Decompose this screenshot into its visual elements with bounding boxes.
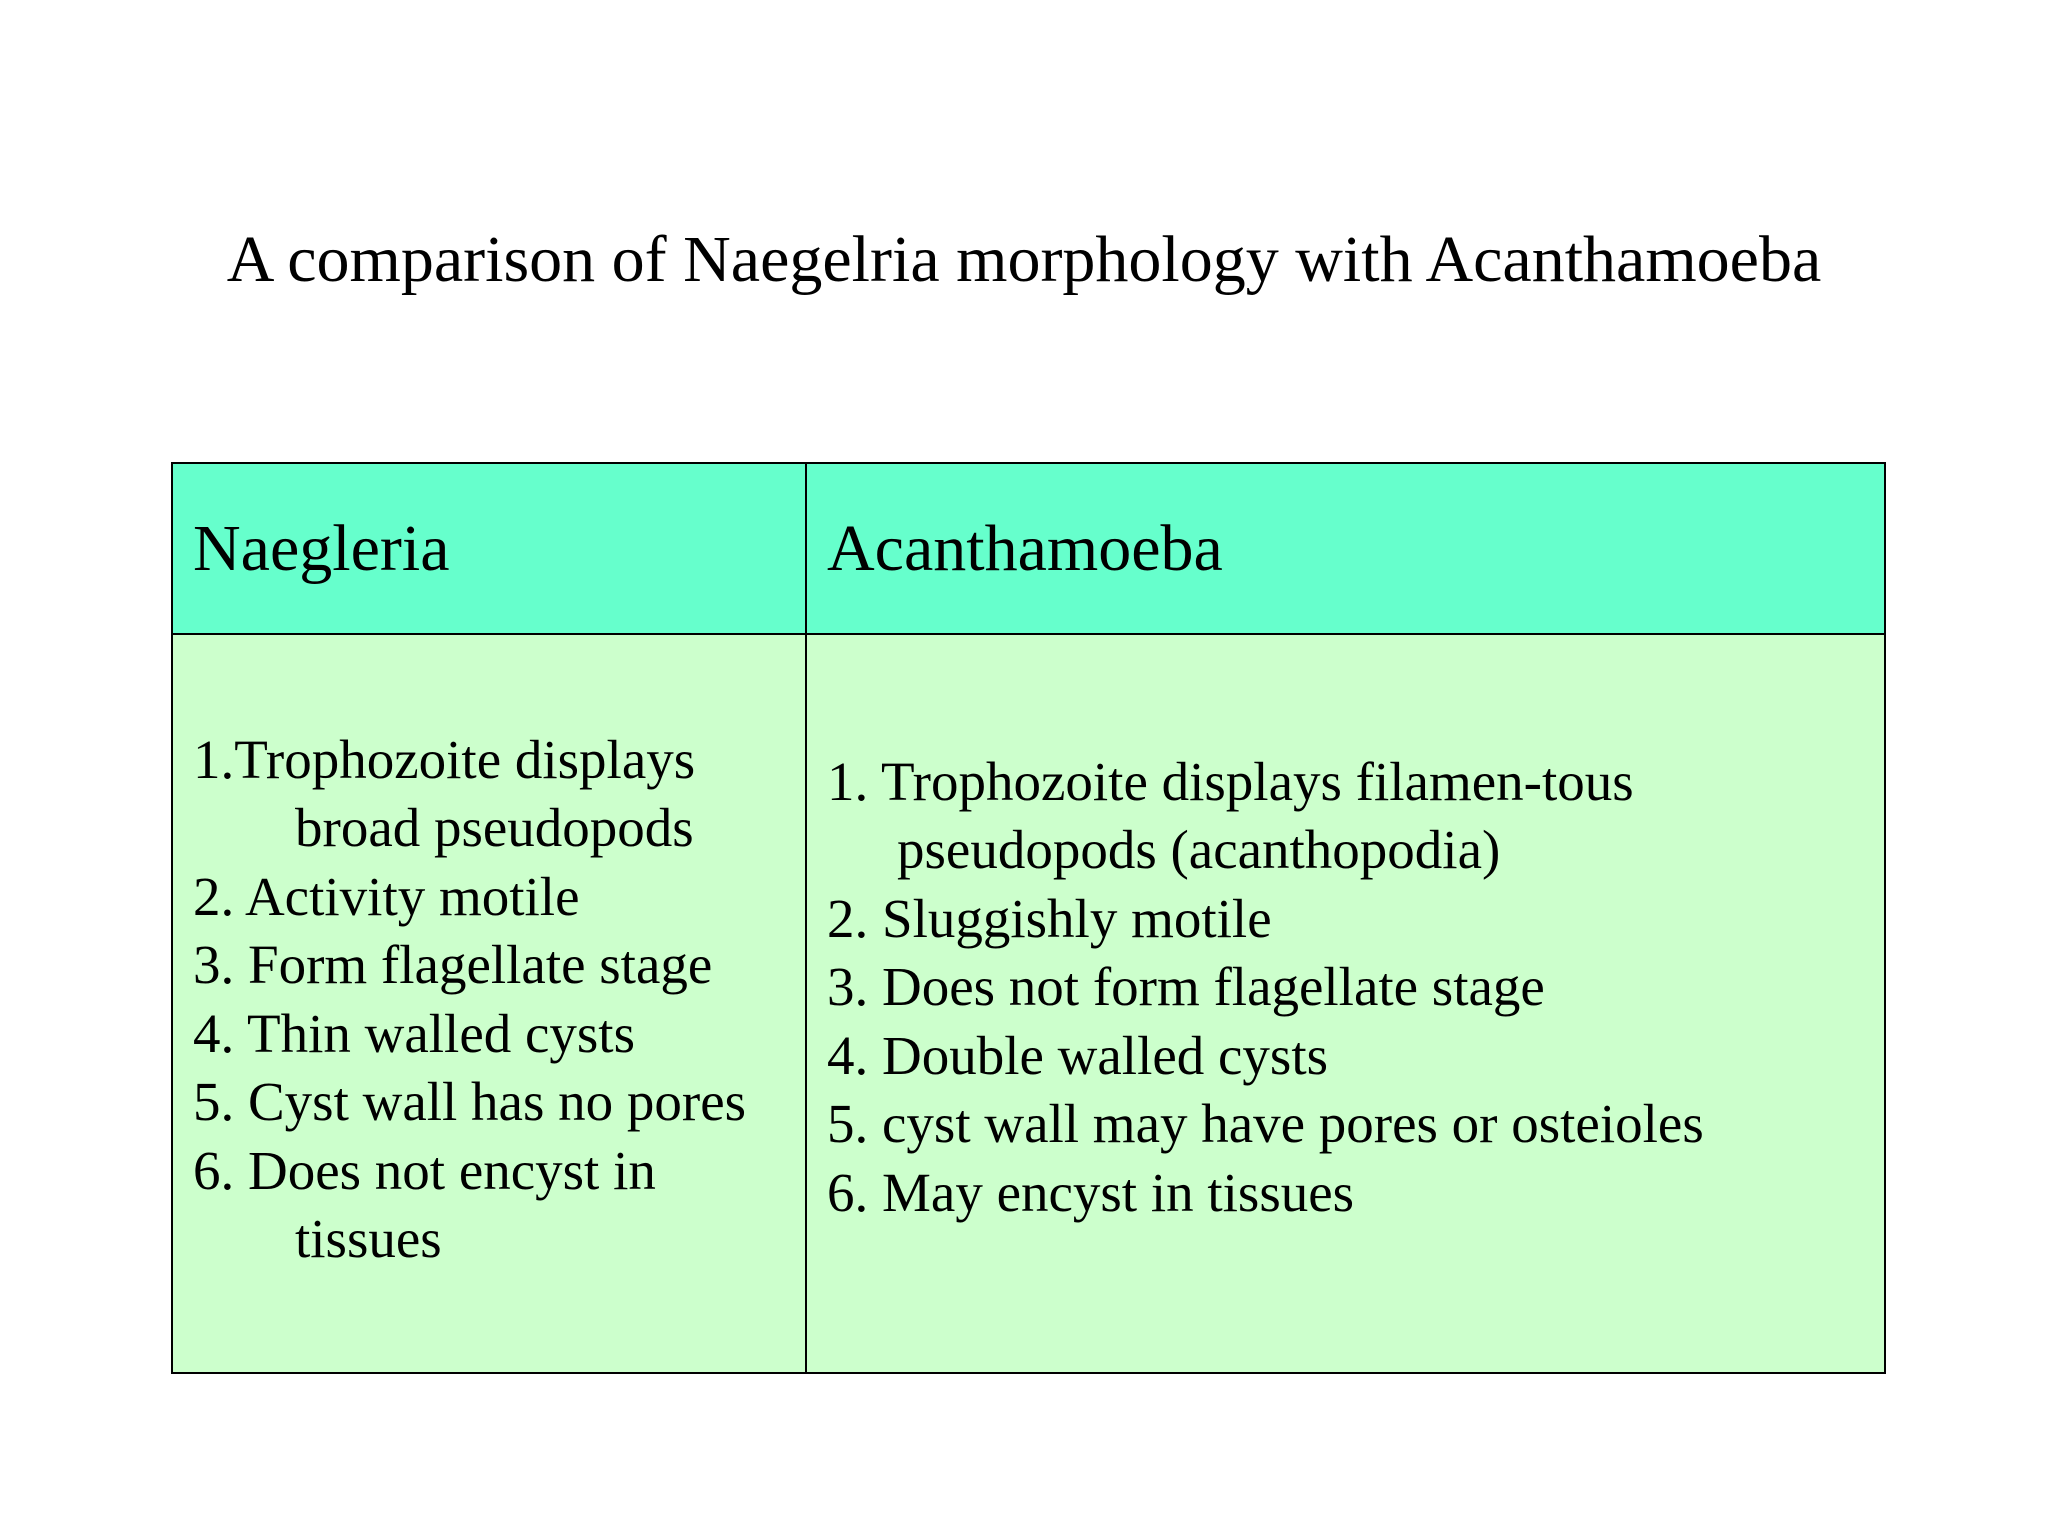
table-body-row (172, 634, 1885, 1373)
list-item (193, 1000, 805, 1069)
list-item (827, 953, 1884, 1022)
list-item-text: 4. Double walled cysts (827, 1024, 1329, 1086)
list-item-text: 3. Form flagellate stage (193, 934, 713, 995)
comparison-table (171, 462, 1886, 1374)
list-item-text: 1.Trophozoite displays (193, 728, 696, 790)
table-header-row (172, 463, 1885, 634)
header-naegleria: Naegleria (172, 463, 806, 634)
list-item-text: 6. May encyst in tissues (827, 1161, 1355, 1223)
list-item-text: 2. Activity motile (193, 865, 580, 927)
list-item (193, 863, 805, 932)
list-item (827, 1159, 1884, 1228)
list-item (827, 1090, 1884, 1159)
list-item-text: 5. cyst wall may have pores or osteioles (827, 1093, 1704, 1155)
list-item-continuation: broad pseudopods (295, 797, 694, 858)
list-item-continuation: pseudopods (acanthopodia) (897, 819, 1501, 881)
slide-title: A comparison of Naegelria morphology with Acanthamoeba (226, 223, 1822, 296)
list-item-text: 5. Cyst wall has no pores (193, 1071, 747, 1132)
list-item-text: 3. Does not form flagellate stage (827, 956, 1545, 1018)
naegleria-list (173, 726, 805, 1282)
list-item (193, 1137, 805, 1274)
list-item (827, 748, 1884, 885)
header-acanthamoeba: Acanthamoeba (806, 463, 1885, 634)
acanthamoeba-list (807, 748, 1884, 1260)
list-item (193, 726, 805, 863)
list-item-text: 2. Sluggishly motile (827, 887, 1272, 949)
naegleria-cell (172, 634, 806, 1373)
list-item (827, 1022, 1884, 1091)
list-item-continuation: tissues (295, 1208, 442, 1269)
list-item (827, 885, 1884, 954)
list-item-text: 4. Thin walled cysts (193, 1002, 635, 1064)
list-item (193, 931, 805, 1000)
list-item-text: 1. Trophozoite displays filamen-tous (827, 750, 1634, 812)
list-item (193, 1068, 805, 1137)
acanthamoeba-cell (806, 634, 1885, 1373)
list-item-text: 6. Does not encyst in (193, 1139, 656, 1201)
